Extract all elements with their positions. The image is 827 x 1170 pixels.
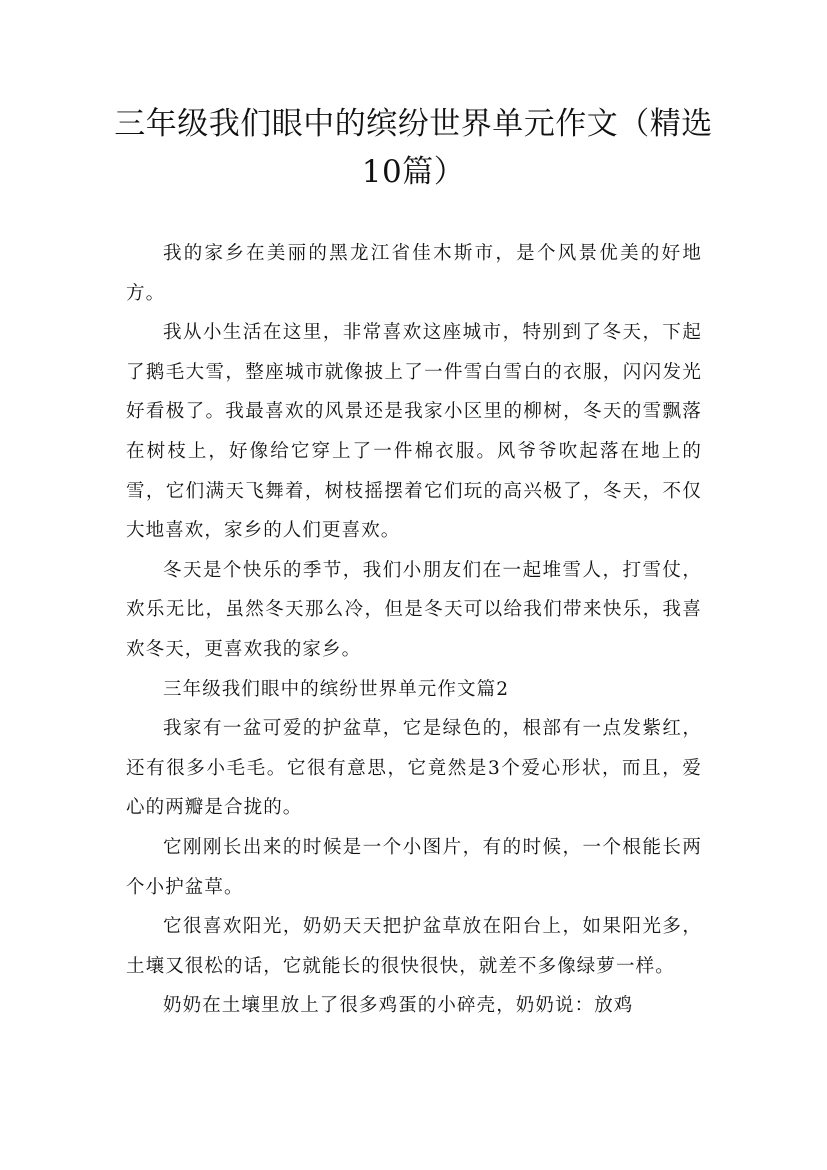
paragraph: 我从小生活在这里，非常喜欢这座城市，特别到了冬天，下起了鹅毛大雪，整座城市就像披上了一件雪白雪白的衣服，闪闪发光好看极了。我最喜欢的风景还是我家小区里的柳树，冬天的雪飘落在树枝上，好像给它穿上了一件棉衣服。风爷爷吹起落在地上的雪，它们满天飞舞着，树枝摇摆着它们玩的高兴极了，冬天，不仅大地喜欢，家乡的人们更喜欢。 [126,322,702,542]
paragraph: 冬天是个快乐的季节，我们小朋友们在一起堆雪人，打雪仗，欢乐无比，虽然冬天那么冷，但是冬天可以给我们带来快乐，我喜欢冬天，更喜欢我的家乡。 [126,559,702,660]
paragraph: 我的家乡在美丽的黑龙江省佳木斯市，是个风景优美的好地方。 [126,243,702,304]
section-heading: 三年级我们眼中的缤纷世界单元作文篇2 [163,678,510,700]
paragraph: 奶奶在土壤里放上了很多鸡蛋的小碎壳，奶奶说：放鸡 [163,995,634,1017]
paragraph: 它很喜欢阳光，奶奶天天把护盆草放在阳台上，如果阳光多，土壤又很松的话，它就能长的很快很快，就差不多像绿萝一样。 [126,916,702,977]
document-title: 三年级我们眼中的缤纷世界单元作文（精选10篇） [114,106,713,190]
paragraph: 它刚刚长出来的时候是一个小图片，有的时候，一个根能长两个小护盆草。 [126,836,702,898]
paragraph: 我家有一盆可爱的护盆草，它是绿色的，根部有一点发紫红，还有很多小毛毛。它很有意思，它竟然是3个爱心形状，而且，爱心的两瓣是合拢的。 [126,718,702,819]
document-body [126,234,702,1026]
